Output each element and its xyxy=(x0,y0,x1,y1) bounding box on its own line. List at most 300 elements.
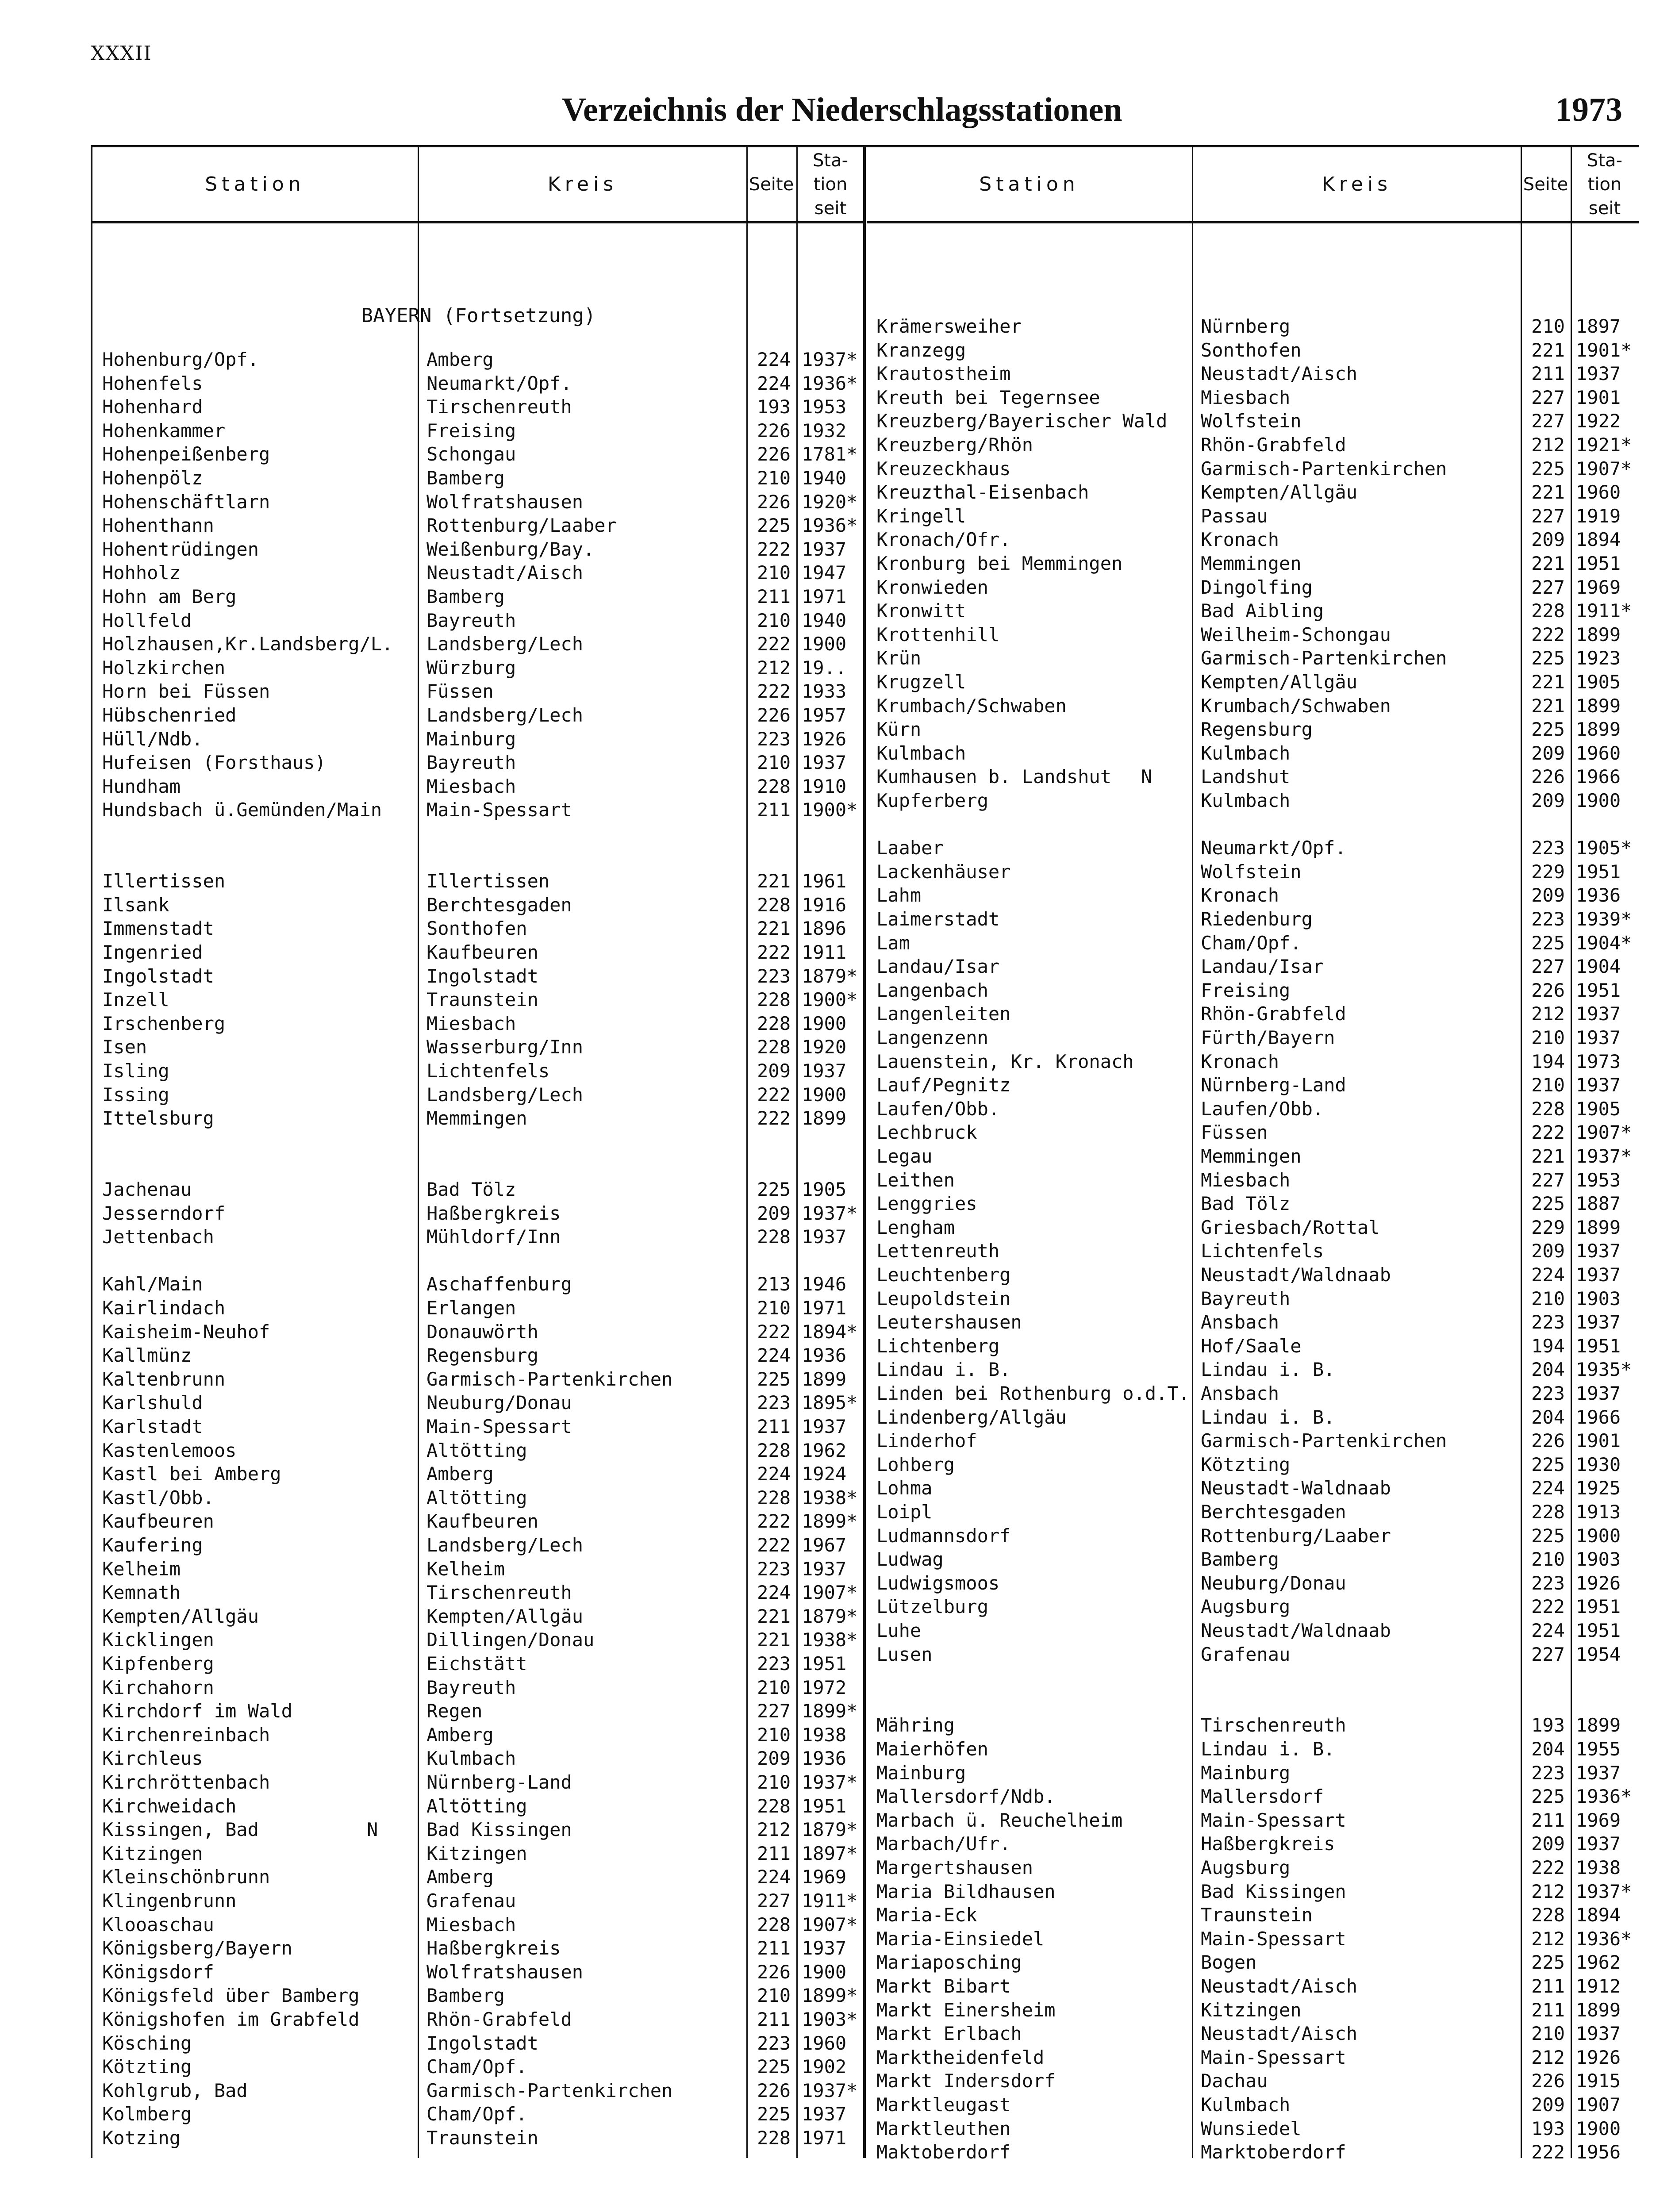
station-cell: Luhe xyxy=(876,1620,922,1641)
since-cell: 1967 xyxy=(802,1534,847,1556)
header-station: Station xyxy=(979,173,1080,196)
table-row xyxy=(867,1240,1639,1264)
station-cell: Jesserndorf xyxy=(102,1202,226,1224)
since-cell: 1926 xyxy=(802,728,847,750)
station-cell: Laimerstadt xyxy=(876,908,1000,930)
table-row xyxy=(867,1620,1639,1644)
table-row xyxy=(867,742,1639,766)
table-row xyxy=(92,1416,864,1440)
since-cell: 1951 xyxy=(802,1795,847,1817)
kreis-cell: Amberg xyxy=(426,1724,494,1746)
seite-cell: 210 xyxy=(757,1724,791,1746)
station-cell: Hohenpölz xyxy=(102,467,203,489)
kreis-cell: Bogen xyxy=(1201,1951,1257,1974)
station-cell: Marktleuthen xyxy=(876,2117,1011,2139)
table-row xyxy=(867,1786,1639,1809)
kreis-cell: Kelheim xyxy=(426,1558,505,1580)
since-cell: 1900 xyxy=(802,1961,847,1983)
station-cell: Hohenpeißenberg xyxy=(102,443,270,465)
table-row xyxy=(92,396,864,420)
table-row xyxy=(92,2008,864,2032)
table-row xyxy=(867,624,1639,648)
since-cell: 1937 xyxy=(1576,1074,1621,1096)
seite-cell: 204 xyxy=(1531,1406,1565,1428)
since-cell: 1926 xyxy=(1576,2046,1621,2068)
station-cell: Kötzting xyxy=(102,2056,192,2078)
since-cell: 1937 xyxy=(802,752,847,774)
table-row xyxy=(92,1344,864,1368)
station-cell: Lichtenberg xyxy=(876,1335,1000,1357)
since-cell: 1969 xyxy=(1576,576,1621,598)
station-cell: Margertshausen xyxy=(876,1857,1033,1878)
seite-cell: 223 xyxy=(757,2032,791,2054)
page-year: 1973 xyxy=(1555,91,1622,128)
since-cell: 1894 xyxy=(1576,1904,1621,1926)
kreis-cell: Hof/Saale xyxy=(1201,1335,1302,1357)
since-cell: 1937 xyxy=(802,1937,847,1959)
since-cell: 1937 xyxy=(802,1060,847,1082)
since-cell: 1937* xyxy=(802,1202,858,1224)
seite-cell: 209 xyxy=(1531,884,1565,906)
seite-cell: 211 xyxy=(1531,1809,1565,1831)
since-cell: 1930 xyxy=(1576,1453,1621,1475)
header-seit-line1: Sta- xyxy=(812,150,849,171)
since-cell: 1966 xyxy=(1576,1406,1621,1428)
since-cell: 1899 xyxy=(1576,1999,1621,2021)
station-cell: Maktoberdorf xyxy=(876,2141,1011,2163)
kreis-cell: Tirschenreuth xyxy=(426,1582,572,1604)
station-cell: Kaltenbrunn xyxy=(102,1368,226,1390)
station-cell: Klooaschau xyxy=(102,1913,214,1936)
station-cell: Lindenberg/Allgäu xyxy=(876,1406,1067,1428)
seite-cell: 225 xyxy=(1531,932,1565,954)
kreis-cell: Bayreuth xyxy=(426,752,516,774)
kreis-cell: Bayreuth xyxy=(426,609,516,631)
since-cell: 1939* xyxy=(1576,908,1632,930)
since-cell: 1904* xyxy=(1576,932,1632,954)
station-cell: Lusen xyxy=(876,1643,933,1665)
since-cell: 1972 xyxy=(802,1676,847,1698)
since-cell: 1937* xyxy=(1576,1145,1632,1167)
table-row xyxy=(92,586,864,610)
kreis-cell: Neumarkt/Opf. xyxy=(1201,837,1346,859)
station-cell: Hohentrüdingen xyxy=(102,538,259,560)
table-row xyxy=(92,1036,864,1060)
station-cell: Inzell xyxy=(102,989,169,1011)
kreis-cell: Miesbach xyxy=(1201,1169,1291,1191)
kreis-cell: Nürnberg-Land xyxy=(1201,1074,1346,1096)
station-cell: Markt Indersdorf xyxy=(876,2070,1056,2092)
seite-cell: 209 xyxy=(757,1060,791,1082)
kreis-cell: Neustadt/Waldnaab xyxy=(1201,1620,1391,1641)
station-cell: Kelheim xyxy=(102,1558,181,1580)
since-cell: 1932 xyxy=(802,419,847,442)
since-cell: 1946 xyxy=(802,1273,847,1295)
kreis-cell: Berchtesgaden xyxy=(426,894,572,916)
since-cell: 1916 xyxy=(802,894,847,916)
station-cell: Kipfenberg xyxy=(102,1653,214,1674)
seite-cell: 229 xyxy=(1531,860,1565,883)
since-cell: 1903 xyxy=(1576,1548,1621,1571)
table-row xyxy=(92,2127,864,2151)
table-row xyxy=(92,776,864,799)
table-row xyxy=(92,1724,864,1748)
since-cell: 1900 xyxy=(1576,2117,1621,2139)
table-row xyxy=(867,1975,1639,1999)
since-cell: 1913 xyxy=(1576,1501,1621,1523)
header-kreis: Kreis xyxy=(547,173,618,196)
station-cell: Lackenhäuser xyxy=(876,860,1011,883)
kreis-cell: Kulmbach xyxy=(1201,2094,1291,2116)
since-cell: 1911* xyxy=(1576,600,1632,622)
kreis-cell: Landau/Isar xyxy=(1201,956,1324,978)
station-cell: Hohenburg/Opf. xyxy=(102,349,259,370)
seite-cell: 209 xyxy=(1531,529,1565,551)
since-cell: 1936 xyxy=(802,1344,847,1367)
station-cell: Kahl/Main xyxy=(102,1273,203,1295)
since-cell: 1919 xyxy=(1576,505,1621,527)
station-cell: Krautostheim xyxy=(876,363,1011,385)
kreis-cell: Neustadt-Waldnaab xyxy=(1201,1477,1391,1499)
since-cell: 1936* xyxy=(1576,1928,1632,1950)
table-row xyxy=(92,680,864,704)
since-cell: 1887 xyxy=(1576,1193,1621,1215)
table-row xyxy=(92,1558,864,1582)
seite-cell: 211 xyxy=(757,1937,791,1959)
seite-cell: 210 xyxy=(757,609,791,631)
kreis-cell: Dingolfing xyxy=(1201,576,1313,598)
station-cell: Ingolstadt xyxy=(102,965,214,987)
table-row xyxy=(867,837,1639,861)
since-cell: 1969 xyxy=(802,1866,847,1888)
kreis-cell: Haßbergkreis xyxy=(1201,1833,1335,1855)
table-row xyxy=(867,1027,1639,1051)
table-row xyxy=(92,1771,864,1795)
since-cell: 1900* xyxy=(802,989,858,1011)
station-cell: Laufen/Obb. xyxy=(876,1098,1000,1120)
station-cell: Isen xyxy=(102,1036,147,1058)
since-cell: 1899 xyxy=(1576,1216,1621,1238)
since-cell: 1902 xyxy=(802,2056,847,2078)
kreis-cell: Donauwörth xyxy=(426,1321,538,1343)
since-cell: 1896 xyxy=(802,918,847,940)
since-cell: 1895* xyxy=(802,1392,858,1414)
seite-cell: 212 xyxy=(757,1819,791,1841)
station-cell: Kreuth bei Tegernsee xyxy=(876,386,1100,408)
since-cell: 1957 xyxy=(802,704,847,726)
table-row xyxy=(92,1819,864,1843)
table-row xyxy=(92,2080,864,2104)
kreis-cell: Füssen xyxy=(426,680,494,703)
table-row xyxy=(867,481,1639,505)
kreis-cell: Rhön-Grabfeld xyxy=(1201,1003,1346,1025)
station-cell: Leupoldstein xyxy=(876,1287,1011,1310)
station-cell: Maria Bildhausen xyxy=(876,1880,1056,1902)
seite-cell: 209 xyxy=(1531,1240,1565,1262)
since-cell: 1966 xyxy=(1576,766,1621,788)
kreis-cell: Tirschenreuth xyxy=(426,396,572,418)
kreis-cell: Cham/Opf. xyxy=(426,2103,527,2125)
seite-cell: 223 xyxy=(757,1392,791,1414)
seite-cell: 221 xyxy=(757,918,791,940)
since-cell: 1961 xyxy=(802,870,847,892)
seite-cell: 228 xyxy=(757,1795,791,1817)
table-row xyxy=(867,1762,1639,1786)
kreis-cell: Mainburg xyxy=(426,728,516,750)
station-cell: Laaber xyxy=(876,837,944,859)
seite-cell: 222 xyxy=(1531,623,1565,645)
station-cell: Hundsbach ü.Gemünden/Main xyxy=(102,799,382,821)
station-cell: Ludmannsdorf xyxy=(876,1525,1011,1547)
station-cell: Lauenstein, Kr. Kronach xyxy=(876,1050,1134,1072)
since-cell: 1924 xyxy=(802,1463,847,1485)
seite-cell: 222 xyxy=(757,538,791,560)
since-cell: 1951 xyxy=(1576,1596,1621,1618)
seite-cell: 212 xyxy=(1531,1003,1565,1025)
station-cell: Hohenthann xyxy=(102,515,214,537)
seite-cell: 212 xyxy=(1531,1880,1565,1902)
since-cell: 1925 xyxy=(1576,1477,1621,1499)
table-row xyxy=(92,1202,864,1226)
seite-cell: 224 xyxy=(757,349,791,370)
station-cell: Hohenschäftlarn xyxy=(102,491,270,513)
since-cell: 1897 xyxy=(1576,315,1621,337)
station-cell: Kaisheim-Neuhof xyxy=(102,1321,270,1343)
table-row xyxy=(867,410,1639,434)
since-cell: 1897* xyxy=(802,1842,858,1864)
since-cell: 1937 xyxy=(1576,1382,1621,1404)
table-row xyxy=(92,1297,864,1321)
table-row xyxy=(92,704,864,728)
since-cell: 1937 xyxy=(1576,1264,1621,1286)
table-row xyxy=(867,1382,1639,1406)
station-cell: Ilsank xyxy=(102,894,169,916)
seite-cell: 209 xyxy=(1531,790,1565,811)
station-cell: Immenstadt xyxy=(102,918,214,940)
since-cell: 1899 xyxy=(1576,718,1621,741)
station-cell: Ingenried xyxy=(102,941,203,963)
kreis-cell: Regen xyxy=(426,1700,483,1722)
since-cell: 1937 xyxy=(802,538,847,560)
station-cell: Lauf/Pegnitz xyxy=(876,1074,1011,1096)
seite-cell: 225 xyxy=(757,1179,791,1200)
table-row xyxy=(92,1487,864,1511)
station-cell: Karlstadt xyxy=(102,1416,203,1437)
station-cell: Leutershausen xyxy=(876,1311,1022,1333)
table-row xyxy=(867,1904,1639,1928)
station-cell: Leuchtenberg xyxy=(876,1264,1011,1286)
kreis-cell: Rottenburg/Laaber xyxy=(1201,1525,1391,1547)
station-cell: Kleinschönbrunn xyxy=(102,1866,270,1888)
seite-cell: 204 xyxy=(1531,1738,1565,1760)
table-row xyxy=(867,553,1639,576)
kreis-cell: Kronach xyxy=(1201,884,1279,906)
since-cell: 1962 xyxy=(802,1439,847,1461)
since-cell: 1922 xyxy=(1576,410,1621,432)
since-cell: 1899 xyxy=(1576,623,1621,645)
station-cell: Kirchleus xyxy=(102,1747,203,1770)
seite-cell: 227 xyxy=(1531,1169,1565,1191)
seite-cell: 223 xyxy=(1531,1311,1565,1333)
table-row xyxy=(92,847,864,871)
table-row xyxy=(92,1084,864,1108)
kreis-cell: Kulmbach xyxy=(1201,790,1291,811)
since-cell: 1926 xyxy=(1576,1572,1621,1594)
table-row xyxy=(92,538,864,562)
kreis-cell: Neuburg/Donau xyxy=(1201,1572,1346,1594)
since-cell: 1920* xyxy=(802,491,858,513)
kreis-cell: Laufen/Obb. xyxy=(1201,1098,1324,1120)
station-cell: Irschenberg xyxy=(102,1012,226,1034)
kreis-cell: Illertissen xyxy=(426,870,550,892)
station-cell: Lützelburg xyxy=(876,1596,988,1618)
table-row xyxy=(92,1273,864,1297)
seite-cell: 227 xyxy=(1531,576,1565,598)
since-cell: 1973 xyxy=(1576,1050,1621,1072)
kreis-cell: Ansbach xyxy=(1201,1382,1279,1404)
seite-cell: 228 xyxy=(757,1486,791,1509)
kreis-cell: Wolfratshausen xyxy=(426,491,584,513)
station-cell: Lohberg xyxy=(876,1453,955,1475)
station-cell: Hohn am Berg xyxy=(102,586,237,607)
kreis-cell: Passau xyxy=(1201,505,1268,527)
table-row xyxy=(867,861,1639,885)
kreis-cell: Dillingen/Donau xyxy=(426,1629,595,1651)
seite-cell: 221 xyxy=(1531,553,1565,574)
since-cell: 1921* xyxy=(1576,434,1632,456)
since-cell: 1937 xyxy=(1576,363,1621,385)
table-row xyxy=(867,1548,1639,1572)
station-cell: Markt Bibart xyxy=(876,1975,1011,1997)
station-cell: Jettenbach xyxy=(102,1226,214,1248)
kreis-cell: Sonthofen xyxy=(426,918,527,940)
table-row xyxy=(867,1667,1639,1691)
seite-cell: 209 xyxy=(1531,1833,1565,1855)
seite-cell: 227 xyxy=(1531,956,1565,978)
seite-cell: 225 xyxy=(1531,647,1565,669)
seite-cell: 225 xyxy=(757,2103,791,2125)
seite-cell: 228 xyxy=(757,1012,791,1034)
table-row xyxy=(867,1098,1639,1122)
seite-cell: 224 xyxy=(757,1463,791,1485)
seite-cell: 221 xyxy=(1531,339,1565,361)
seite-cell: 221 xyxy=(1531,671,1565,693)
station-cell: Linderhof xyxy=(876,1430,977,1452)
since-cell: 1905 xyxy=(1576,671,1621,693)
station-cell: Lechbruck xyxy=(876,1121,977,1144)
since-cell: 1901 xyxy=(1576,386,1621,408)
seite-cell: 226 xyxy=(1531,979,1565,1001)
table-row xyxy=(867,932,1639,956)
header-station-seit xyxy=(796,147,864,221)
table-row xyxy=(867,1525,1639,1549)
since-cell: 1905 xyxy=(1576,1098,1621,1120)
since-cell: 1969 xyxy=(1576,1809,1621,1831)
seite-cell: 228 xyxy=(757,2127,791,2149)
seite-cell: 226 xyxy=(1531,2070,1565,2092)
kreis-cell: Memmingen xyxy=(426,1107,527,1129)
since-cell: 1938 xyxy=(802,1724,847,1746)
seite-cell: 224 xyxy=(757,1866,791,1888)
station-cell: Kallmünz xyxy=(102,1344,192,1367)
header-station-seit xyxy=(1571,147,1639,221)
kreis-cell: Kitzingen xyxy=(1201,1999,1302,2021)
table-row xyxy=(867,387,1639,411)
table-row xyxy=(867,1501,1639,1525)
station-cell: Kösching xyxy=(102,2032,192,2054)
note-flag: N xyxy=(367,1819,378,1841)
seite-cell: 210 xyxy=(757,467,791,489)
page-title: Verzeichnis der Niederschlagsstationen xyxy=(562,91,1122,128)
kreis-cell: Main-Spessart xyxy=(1201,2046,1346,2068)
table-row xyxy=(867,1406,1639,1430)
kreis-cell: Kempten/Allgäu xyxy=(426,1605,584,1627)
table-row xyxy=(92,870,864,894)
station-cell: Landau/Isar xyxy=(876,956,1000,978)
station-cell: Langenzenn xyxy=(876,1027,988,1048)
seite-cell: 228 xyxy=(1531,600,1565,622)
station-cell: Kairlindach xyxy=(102,1297,226,1319)
kreis-cell: Memmingen xyxy=(1201,553,1302,574)
kreis-cell: Cham/Opf. xyxy=(426,2056,527,2078)
kreis-cell: Amberg xyxy=(426,349,494,370)
seite-cell: 212 xyxy=(1531,2046,1565,2068)
since-cell: 1937* xyxy=(802,349,858,370)
kreis-cell: Aschaffenburg xyxy=(426,1273,572,1295)
station-cell: Kirchdorf im Wald xyxy=(102,1700,292,1722)
since-cell: 1936* xyxy=(802,515,858,537)
seite-cell: 193 xyxy=(1531,2117,1565,2139)
station-cell: Lohma xyxy=(876,1477,933,1499)
table-row xyxy=(92,989,864,1013)
kreis-cell: Main-Spessart xyxy=(1201,1809,1346,1831)
table-row xyxy=(867,458,1639,482)
since-cell: 1899* xyxy=(802,1985,858,2007)
since-cell: 1937 xyxy=(1576,1311,1621,1333)
seite-cell: 211 xyxy=(757,586,791,607)
table-row xyxy=(92,515,864,538)
since-cell: 1936 xyxy=(1576,884,1621,906)
seite-cell: 222 xyxy=(1531,1596,1565,1618)
station-cell: Kaufering xyxy=(102,1534,203,1556)
section-label: BAYERN (Fortsetzung) xyxy=(361,304,596,327)
kreis-cell: Amberg xyxy=(426,1866,494,1888)
kreis-cell: Wunsiedel xyxy=(1201,2117,1302,2139)
table-row xyxy=(92,491,864,515)
table-row xyxy=(92,894,864,918)
seite-cell: 225 xyxy=(1531,1193,1565,1215)
seite-cell: 211 xyxy=(757,799,791,821)
station-cell: Kronwitt xyxy=(876,600,966,622)
page-number: XXXII xyxy=(91,42,152,65)
since-cell: 1947 xyxy=(802,562,847,584)
station-cell: Kastenlemoos xyxy=(102,1439,237,1461)
station-cell: Kaufbeuren xyxy=(102,1510,214,1532)
since-cell: 1920 xyxy=(802,1036,847,1058)
seite-cell: 210 xyxy=(757,1985,791,2007)
since-cell: 1899 xyxy=(802,1107,847,1129)
kreis-cell: Kronach xyxy=(1201,1050,1279,1072)
since-cell: 1900 xyxy=(1576,1525,1621,1547)
since-cell: 1937 xyxy=(1576,1762,1621,1784)
table-row xyxy=(92,2056,864,2080)
seite-cell: 225 xyxy=(757,515,791,537)
seite-cell: 210 xyxy=(1531,1027,1565,1048)
table-row xyxy=(92,1321,864,1345)
station-cell: Kitzingen xyxy=(102,1842,203,1864)
station-cell: Kreuzberg/Bayerischer Wald xyxy=(876,410,1168,432)
table-row xyxy=(92,941,864,965)
